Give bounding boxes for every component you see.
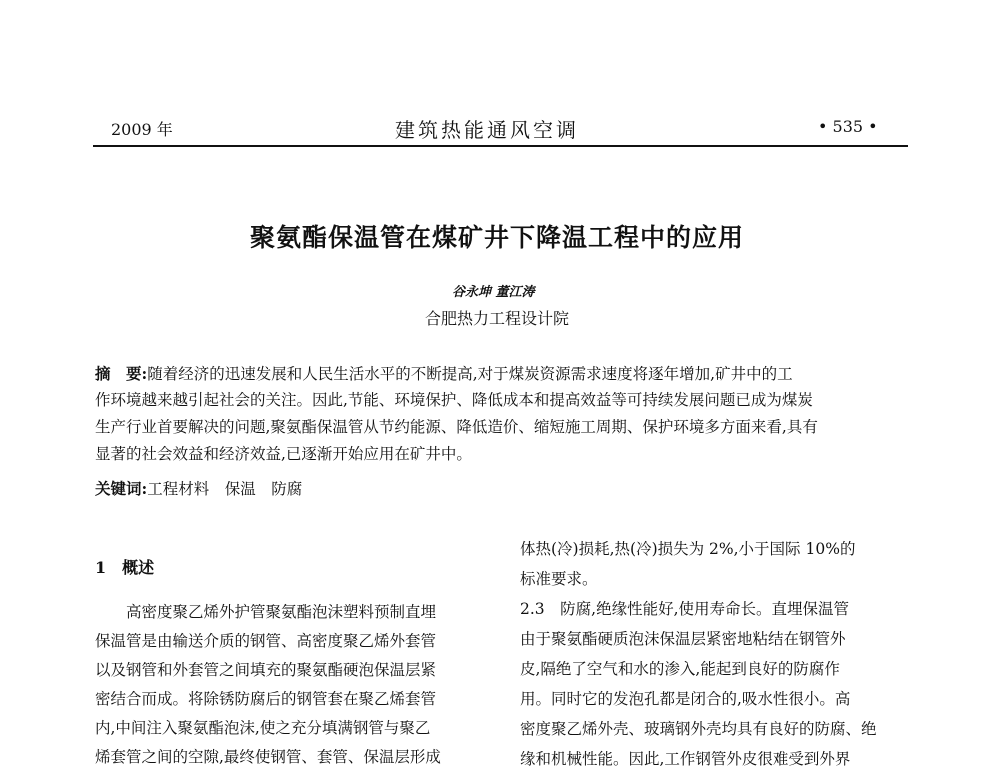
body-line: 内,中间注入聚氨酯泡沫,使之充分填满钢管与聚乙 bbox=[95, 719, 431, 737]
keywords-label: 关键词: bbox=[95, 479, 148, 498]
right-column-body bbox=[520, 537, 910, 777]
abstract-line: 显著的社会效益和经济效益,已逐渐开始应用在矿井中。 bbox=[95, 445, 472, 463]
body-line: 烯套管之间的空隙,最终使钢管、套管、保温层形成 bbox=[95, 748, 441, 766]
body-line: 缘和机械性能。因此,工作钢管外皮很难受到外界 bbox=[520, 750, 851, 768]
abstract-line: 作环境越来越引起社会的关注。因此,节能、环境保护、降低成本和提高效益等可持续发展问题已成为煤炭 bbox=[95, 391, 813, 409]
body-line: 保温管是由输送介质的钢管、高密度聚乙烯外套管 bbox=[95, 632, 437, 650]
body-line: 由于聚氨酯硬质泡沫保温层紧密地粘结在钢管外 bbox=[520, 630, 846, 648]
left-column-body bbox=[95, 600, 490, 774]
header-rule bbox=[93, 145, 908, 147]
body-line: 高密度聚乙烯外护管聚氨酯泡沫塑料预制直埋 bbox=[95, 603, 437, 621]
body-line: 皮,隔绝了空气和水的渗入,能起到良好的防腐作 bbox=[520, 660, 840, 678]
running-header-page-number: • 535 • bbox=[818, 117, 878, 136]
abstract bbox=[95, 360, 907, 468]
running-header-journal: 建筑热能通风空调 bbox=[395, 118, 579, 142]
abstract-label: 摘 要: bbox=[95, 364, 148, 383]
body-line: 用。同时它的发泡孔都是闭合的,吸水性很小。高 bbox=[520, 690, 851, 708]
paper-title: 聚氨酯保温管在煤矿井下降温工程中的应用 bbox=[250, 223, 745, 252]
abstract-line: 摘 要:随着经济的迅速发展和人民生活水平的不断提高,对于煤炭资源需求速度将逐年增加,矿井中的工 bbox=[95, 364, 793, 383]
authors: 谷永坤 董江涛 bbox=[452, 285, 535, 300]
abstract-line: 生产行业首要解决的问题,聚氨酯保温管从节约能源、降低造价、缩短施工周期、保护环境多方面来看,具有 bbox=[95, 418, 818, 436]
body-line: 标准要求。 bbox=[520, 570, 598, 588]
body-line: 密结合而成。将除锈防腐后的钢管套在聚乙烯套管 bbox=[95, 690, 437, 708]
keywords-text: 工程材料 保温 防腐 bbox=[147, 480, 303, 498]
running-header-year: 2009 年 bbox=[111, 120, 173, 139]
section-heading: 1 概述 bbox=[95, 558, 155, 577]
body-line: 体热(冷)损耗,热(冷)损失为 2%,小于国际 10%的 bbox=[520, 540, 856, 558]
body-line: 以及钢管和外套管之间填充的聚氨酯硬泡保温层紧 bbox=[95, 661, 437, 679]
affiliation: 合肥热力工程设计院 bbox=[425, 309, 570, 328]
body-line: 密度聚乙烯外壳、玻璃钢外壳均具有良好的防腐、绝 bbox=[520, 720, 877, 738]
body-line: 2.3 防腐,绝缘性能好,使用寿命长。直埋保温管 bbox=[520, 600, 850, 618]
keywords bbox=[95, 477, 302, 499]
